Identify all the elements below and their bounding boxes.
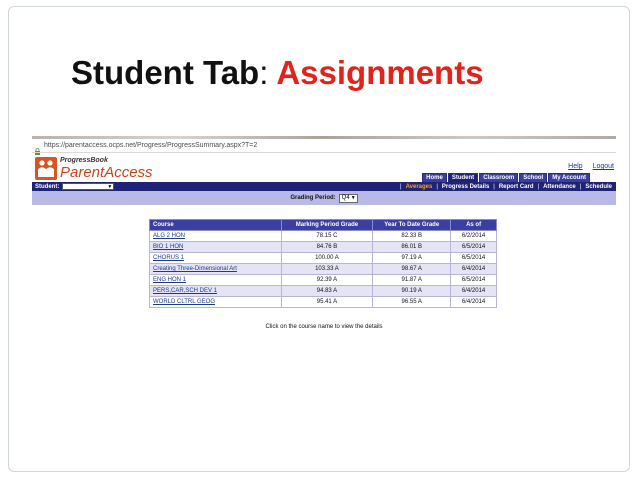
as-of-date: 6/4/2014 <box>451 264 497 275</box>
grades-table <box>149 219 497 308</box>
course-link[interactable]: Creating Three-Dimensional Art <box>153 266 237 272</box>
address-bar[interactable] <box>32 140 616 151</box>
year-to-date-grade: 82.33 B <box>373 231 451 242</box>
grading-period-select[interactable] <box>339 194 358 203</box>
marking-period-grade: 95.41 A <box>281 297 373 308</box>
table-row <box>150 297 497 308</box>
tab-home[interactable]: Home <box>422 173 447 182</box>
nav-separator: | <box>579 183 582 190</box>
main-tabs <box>422 173 590 182</box>
nav-progress-details[interactable]: Progress Details <box>441 183 490 190</box>
nav-separator: | <box>400 183 402 190</box>
dropdown-arrow-icon: ▼ <box>350 194 356 201</box>
slide-title <box>71 54 484 92</box>
nav-report-card[interactable]: Report Card <box>498 183 534 190</box>
nav-averages[interactable]: Averages <box>405 183 433 190</box>
slide-title-primary: Student Tab <box>71 54 260 91</box>
course-link[interactable]: ALG 2 HON <box>153 233 186 239</box>
as-of-date: 6/4/2014 <box>451 297 497 308</box>
table-row <box>150 242 497 253</box>
grading-period-label: Grading Period: <box>290 195 336 201</box>
progressbook-logo <box>35 156 153 180</box>
table-row <box>150 231 497 242</box>
header-links <box>568 163 614 170</box>
column-header-marking-period-grade: Marking Period Grade <box>281 220 373 231</box>
url-text: https://parentaccess.ocps.net/Progress/ProgressSummary.aspx?T=2 <box>44 142 258 149</box>
year-to-date-grade: 90.19 A <box>373 286 451 297</box>
browser-chrome-edge <box>32 136 616 139</box>
table-row <box>150 286 497 297</box>
screenshot <box>32 136 616 338</box>
year-to-date-grade: 91.87 A <box>373 275 451 286</box>
as-of-date: 6/5/2014 <box>451 253 497 264</box>
marking-period-grade: 100.00 A <box>281 253 373 264</box>
divider <box>32 152 616 153</box>
as-of-date: 6/2/2014 <box>451 231 497 242</box>
marking-period-grade: 92.39 A <box>281 275 373 286</box>
course-link[interactable]: ENG HON 1 <box>153 277 187 283</box>
course-link[interactable]: CHORUS 1 <box>153 255 185 261</box>
family-icon <box>35 157 57 180</box>
marking-period-grade: 94.83 A <box>281 286 373 297</box>
slide-title-accent: Assignments <box>276 54 484 91</box>
tab-school[interactable]: School <box>519 173 547 182</box>
student-label: Student: <box>35 183 60 190</box>
student-navbar <box>32 182 616 191</box>
table-row <box>150 253 497 264</box>
tab-classroom[interactable]: Classroom <box>479 173 518 182</box>
table-row <box>150 275 497 286</box>
column-header-as-of: As of <box>451 220 497 231</box>
grading-period-bar <box>32 191 616 205</box>
student-subnav <box>396 182 612 191</box>
as-of-date: 6/4/2014 <box>451 286 497 297</box>
grading-period-value: Q4 <box>341 194 350 201</box>
table-row <box>150 264 497 275</box>
course-link[interactable]: BIO 1 HON <box>153 244 184 250</box>
nav-separator: | <box>493 183 495 190</box>
nav-separator: | <box>537 183 540 190</box>
student-select[interactable] <box>62 183 114 190</box>
marking-period-grade: 103.33 A <box>281 264 373 275</box>
as-of-date: 6/5/2014 <box>451 275 497 286</box>
table-header-row <box>150 220 497 231</box>
year-to-date-grade: 96.55 A <box>373 297 451 308</box>
lock-icon <box>34 142 41 149</box>
year-to-date-grade: 86.01 B <box>373 242 451 253</box>
nav-separator: | <box>436 183 438 190</box>
as-of-date: 6/5/2014 <box>451 242 497 253</box>
column-header-year-to-date-grade: Year To Date Grade <box>373 220 451 231</box>
nav-attendance[interactable]: Attendance <box>543 183 576 190</box>
tab-my-account[interactable]: My Account <box>548 173 590 182</box>
course-link[interactable]: WORLD CLTRL GEOG <box>153 299 216 305</box>
marking-period-grade: 78.15 C <box>281 231 373 242</box>
marking-period-grade: 84.76 B <box>281 242 373 253</box>
course-link[interactable]: PERS,CAR,SCH DEV 1 <box>153 288 218 294</box>
help-link[interactable]: Help <box>568 163 583 170</box>
footer-instruction: Click on the course name to view the details <box>265 324 383 330</box>
slide-title-colon: : <box>259 54 269 91</box>
nav-schedule[interactable]: Schedule <box>585 183 612 190</box>
logout-link[interactable]: Logout <box>592 163 614 170</box>
dropdown-arrow-icon: ▼ <box>107 184 113 190</box>
tab-student[interactable]: Student <box>448 173 478 182</box>
year-to-date-grade: 98.67 A <box>373 264 451 275</box>
year-to-date-grade: 97.19 A <box>373 253 451 264</box>
column-header-course: Course <box>150 220 282 231</box>
logo-parentaccess-text: ParentAccess <box>60 163 153 181</box>
logo-progressbook-text: ProgressBook <box>60 156 108 164</box>
